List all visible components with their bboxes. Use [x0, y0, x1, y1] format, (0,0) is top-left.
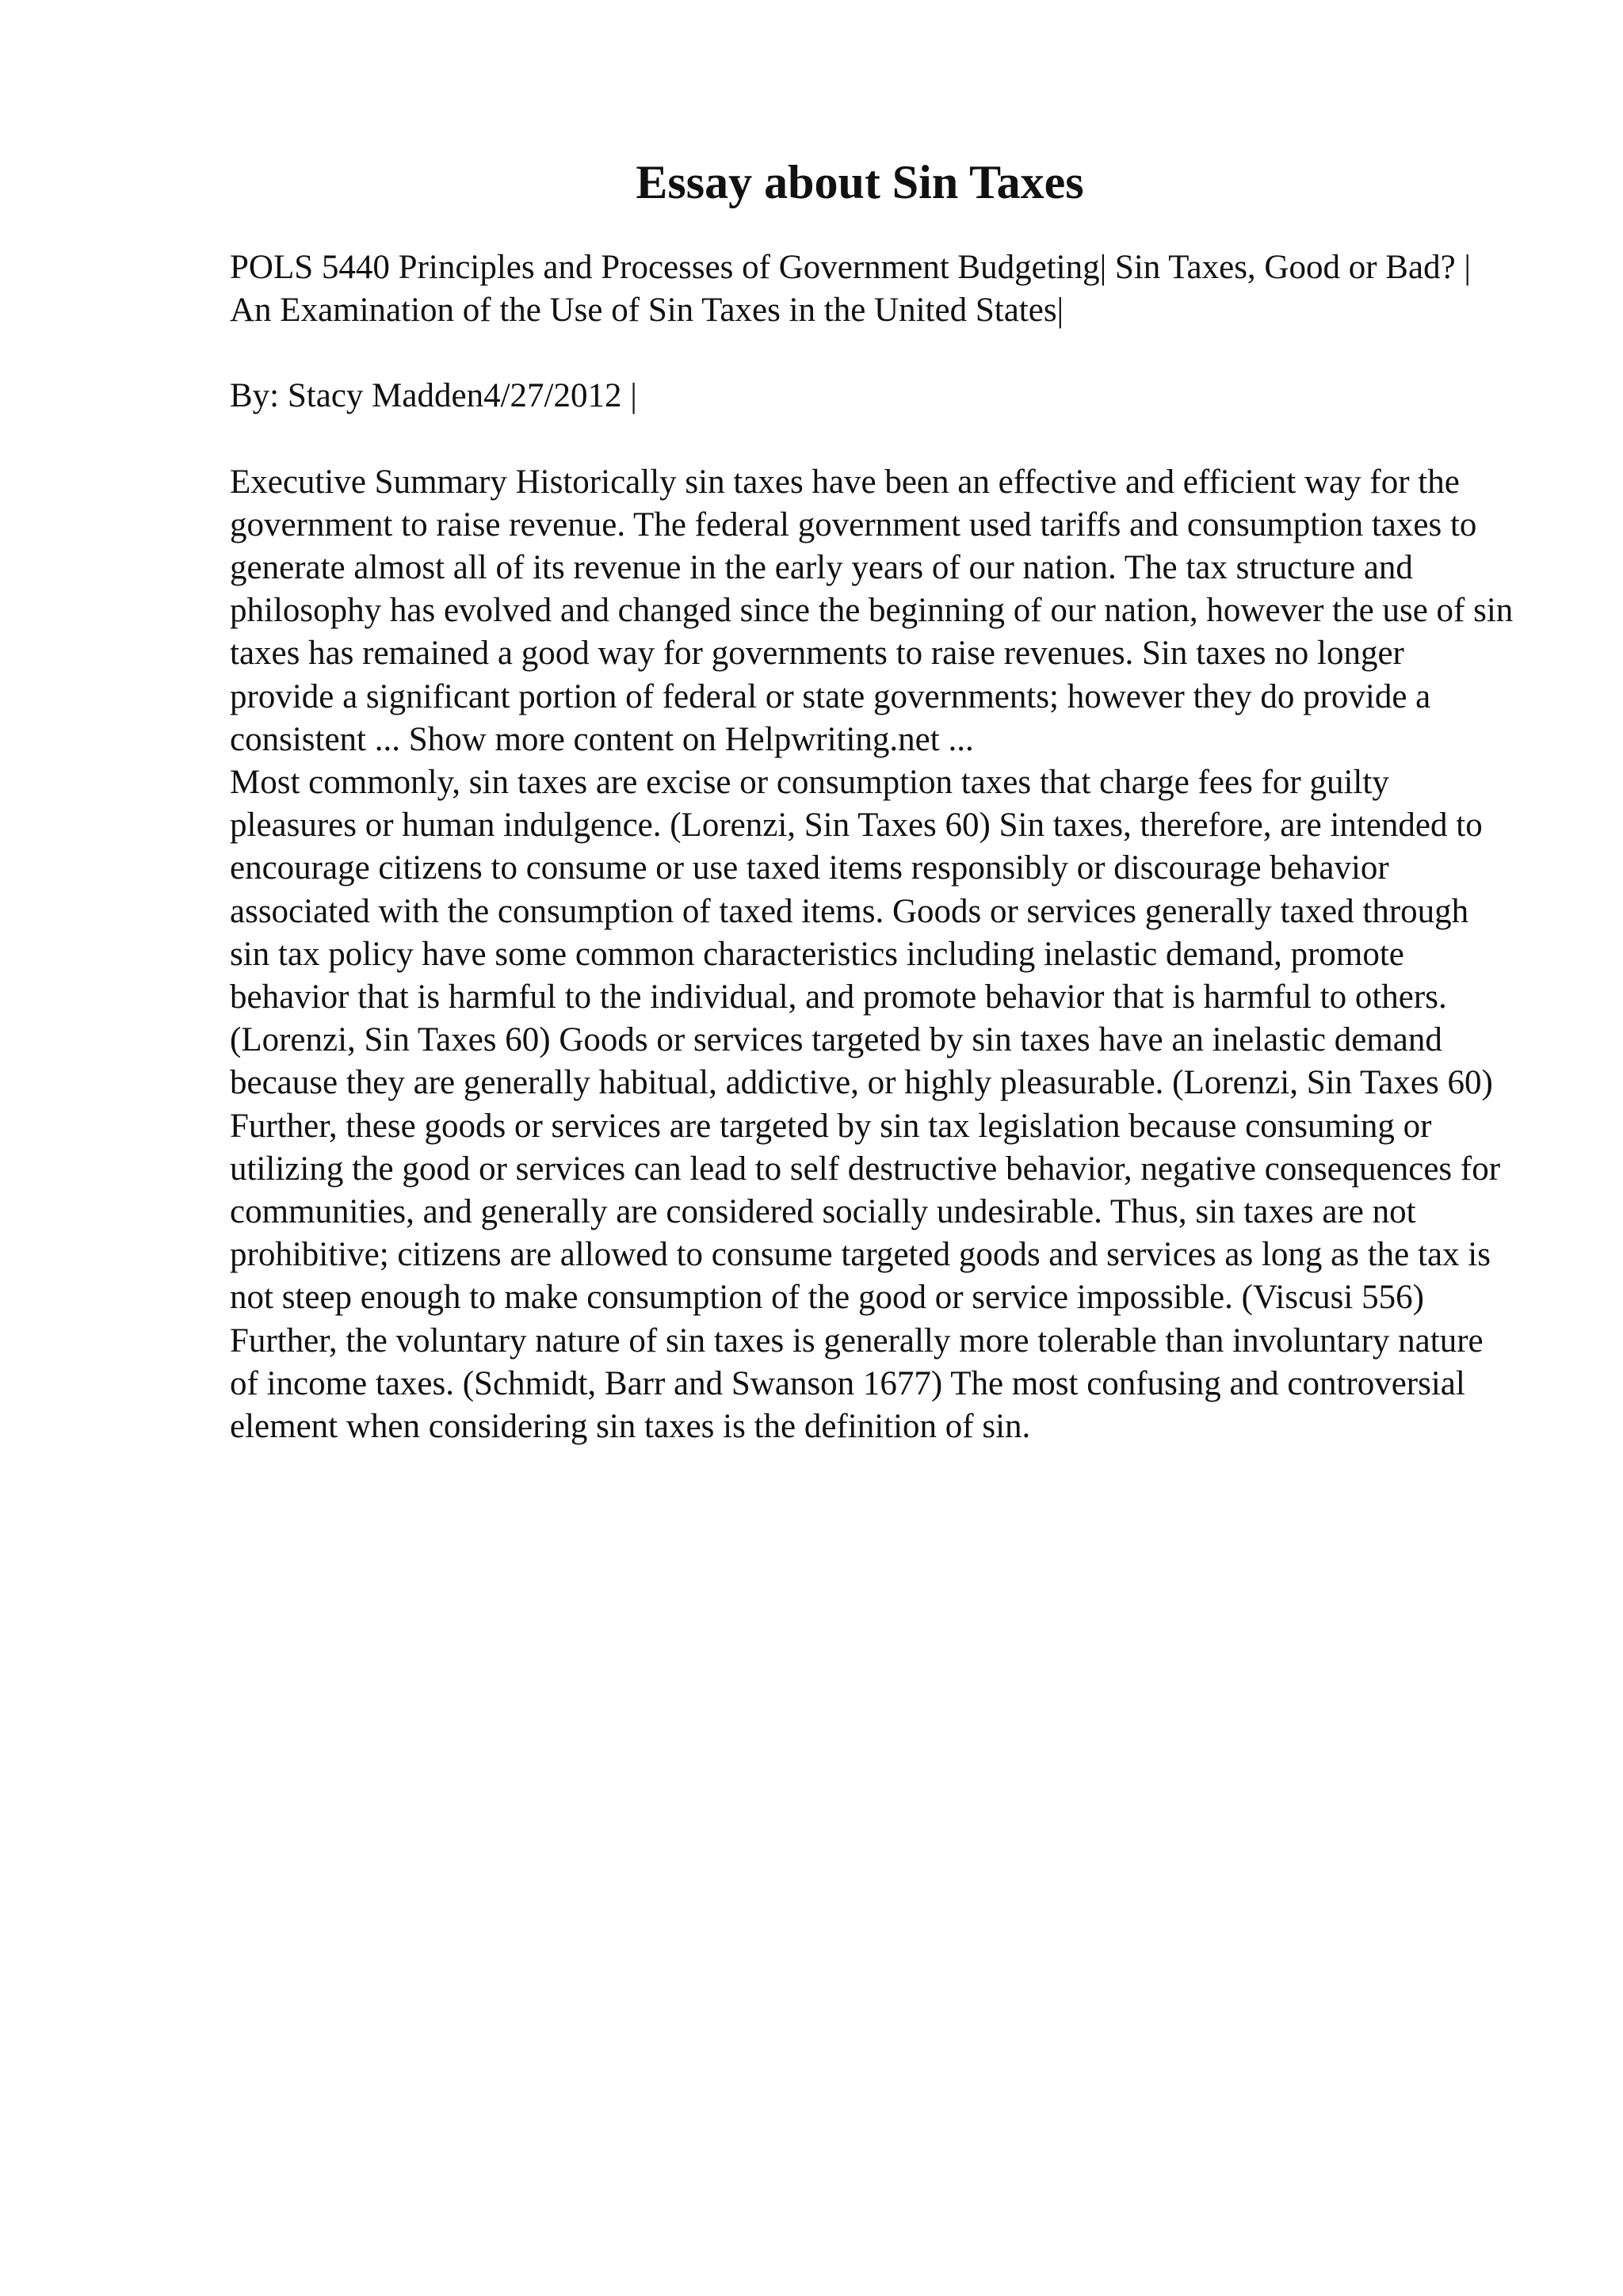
- author-byline: By: Stacy Madden4/27/2012 |: [230, 377, 637, 415]
- course-header-line: POLS 5440 Principles and Processes of Government Budgeting| Sin Taxes, Good or Bad? | An Examination of the Use of Sin Taxes in the United States|: [230, 249, 1472, 330]
- executive-summary-paragraph: Executive Summary Historically sin taxes have been an effective and efficient way for the government to raise revenue. The federal government used tariffs and consumption taxes to generate almost all of its revenue in the early years of our nation. The tax structure and philosophy has evolved and changed since the beginning of our nation, however the use of sin taxes has remained a good way for governments to raise revenues. Sin taxes no longer provide a significant portion of federal or state governments; however they do provide a consistent ... Show more content on Helpwriting.net ...: [230, 463, 1514, 758]
- document-title: Essay about Sin Taxes: [636, 156, 1084, 208]
- body-paragraph: Most commonly, sin taxes are excise or consumption taxes that charge fees for guilty pleasures or human indulgence. (Lorenzi, Sin Taxes 60) Sin taxes, therefore, are intended to encourage citizens to consume or use taxed items responsibly or discourage behavior associated with the consumption of taxed items. Goods or services generally taxed through sin tax policy have some common characteristics including inelastic demand, promote behavior that is harmful to the individual, and promote behavior that is harmful to others. (Lorenzi, Sin Taxes 60) Goods or services targeted by sin taxes have an inelastic demand because they are generally habitual, addictive, or highly pleasurable. (Lorenzi, Sin Taxes 60) Further, these goods or services are targeted by sin tax legislation because consuming or utilizing the good or services can lead to self destructive behavior, negative consequences for communities, and generally are considered socially undesirable. Thus, sin taxes are not prohibitive; citizens are allowed to consume targeted goods and services as long as the tax is not steep enough to make consumption of the good or service impossible. (Viscusi 556) Further, the voluntary nature of sin taxes is generally more tolerable than involuntary nature of income taxes. (Schmidt, Barr and Swanson 1677) The most confusing and controversial element when considering sin taxes is the definition of sin.: [230, 764, 1501, 1446]
- document-body: [230, 246, 1514, 1448]
